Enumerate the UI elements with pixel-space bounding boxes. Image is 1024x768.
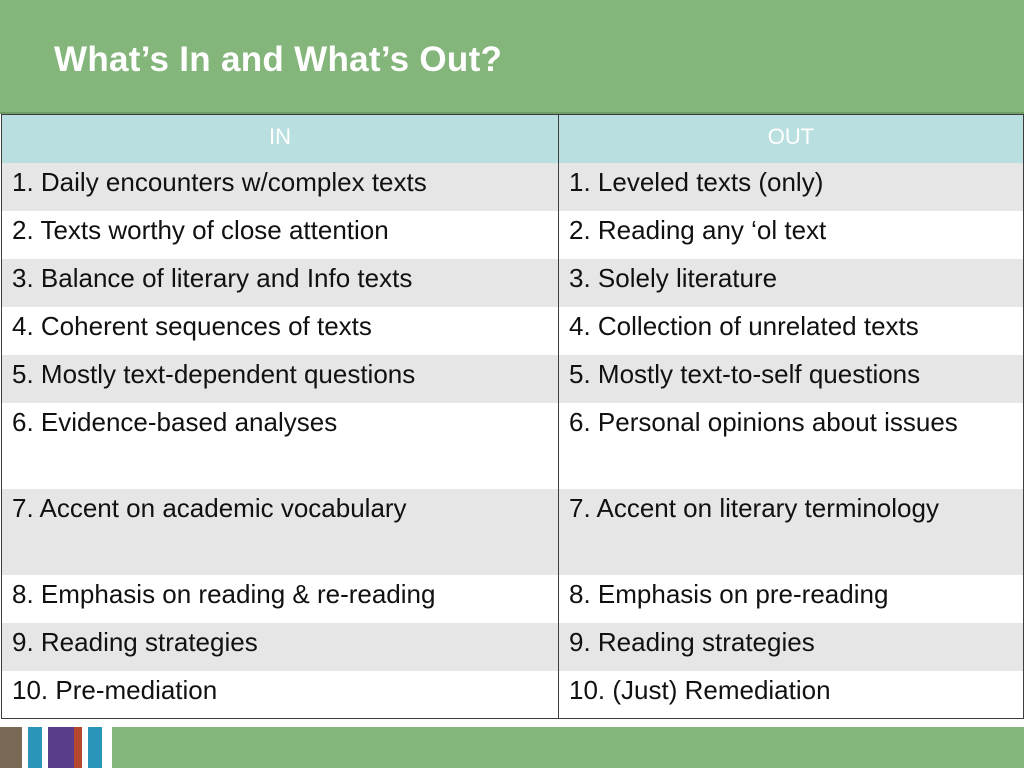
cell-out <box>559 489 1024 575</box>
table-header-row <box>2 115 1024 163</box>
cell-out-text: 4. Collection of unrelated texts <box>569 310 919 341</box>
footer-stripe-white <box>102 727 112 768</box>
cell-in-text: 4. Coherent sequences of texts <box>12 310 372 341</box>
table-row <box>2 307 1024 355</box>
cell-in-text: 8. Emphasis on reading & re-reading <box>12 578 436 609</box>
cell-out-text: 5. Mostly text-to-self questions <box>569 358 921 389</box>
footer-stripe-brown <box>0 727 22 768</box>
cell-out-text: 1. Leveled texts (only) <box>569 166 824 197</box>
table-row <box>2 211 1024 259</box>
cell-in <box>2 211 559 259</box>
cell-in <box>2 403 559 489</box>
cell-in-text: 2. Texts worthy of close attention <box>12 214 389 245</box>
footer-band <box>112 727 1024 768</box>
title-bar <box>0 0 1024 114</box>
cell-out-text: 2. Reading any ‘ol text <box>569 214 827 245</box>
cell-in <box>2 671 559 719</box>
comparison-table <box>1 114 1024 719</box>
cell-out <box>559 259 1024 307</box>
cell-out <box>559 211 1024 259</box>
table-row <box>2 623 1024 671</box>
footer-stripe-teal <box>28 727 42 768</box>
cell-in <box>2 259 559 307</box>
table-row <box>2 489 1024 575</box>
cell-in <box>2 489 559 575</box>
column-header-out: OUT <box>559 115 1024 163</box>
table-row <box>2 163 1024 211</box>
cell-in-text: 9. Reading strategies <box>12 626 258 657</box>
footer-stripe-teal <box>88 727 102 768</box>
cell-out <box>559 307 1024 355</box>
table-row <box>2 403 1024 489</box>
cell-in <box>2 623 559 671</box>
cell-out <box>559 623 1024 671</box>
footer-stripe-red <box>74 727 82 768</box>
cell-out-text: 3. Solely literature <box>569 262 778 293</box>
table-row <box>2 259 1024 307</box>
cell-out-text: 6. Personal opinions about issues <box>569 406 958 437</box>
cell-out-text: 9. Reading strategies <box>569 626 815 657</box>
table-row <box>2 671 1024 719</box>
cell-out <box>559 355 1024 403</box>
cell-in <box>2 355 559 403</box>
column-header-in: IN <box>2 115 559 163</box>
table-row <box>2 575 1024 623</box>
cell-out-text: 7. Accent on literary terminology <box>569 492 939 523</box>
cell-in-text: 3. Balance of literary and Info texts <box>12 262 413 293</box>
cell-in-text: 10. Pre-mediation <box>12 674 218 705</box>
cell-in <box>2 307 559 355</box>
cell-in-text: 1. Daily encounters w/complex texts <box>12 166 427 197</box>
cell-out-text: 10. (Just) Remediation <box>569 674 831 705</box>
cell-in-text: 5. Mostly text-dependent questions <box>12 358 416 389</box>
cell-out <box>559 403 1024 489</box>
table-row <box>2 355 1024 403</box>
cell-out <box>559 163 1024 211</box>
cell-in <box>2 575 559 623</box>
cell-in-text: 6. Evidence-based analyses <box>12 406 338 437</box>
cell-in <box>2 163 559 211</box>
cell-in-text: 7. Accent on academic vocabulary <box>12 492 407 523</box>
cell-out-text: 8. Emphasis on pre-reading <box>569 578 889 609</box>
cell-out <box>559 575 1024 623</box>
footer-stripe-purple <box>48 727 74 768</box>
slide-title: What’s In and What’s Out? <box>54 40 503 79</box>
cell-out <box>559 671 1024 719</box>
